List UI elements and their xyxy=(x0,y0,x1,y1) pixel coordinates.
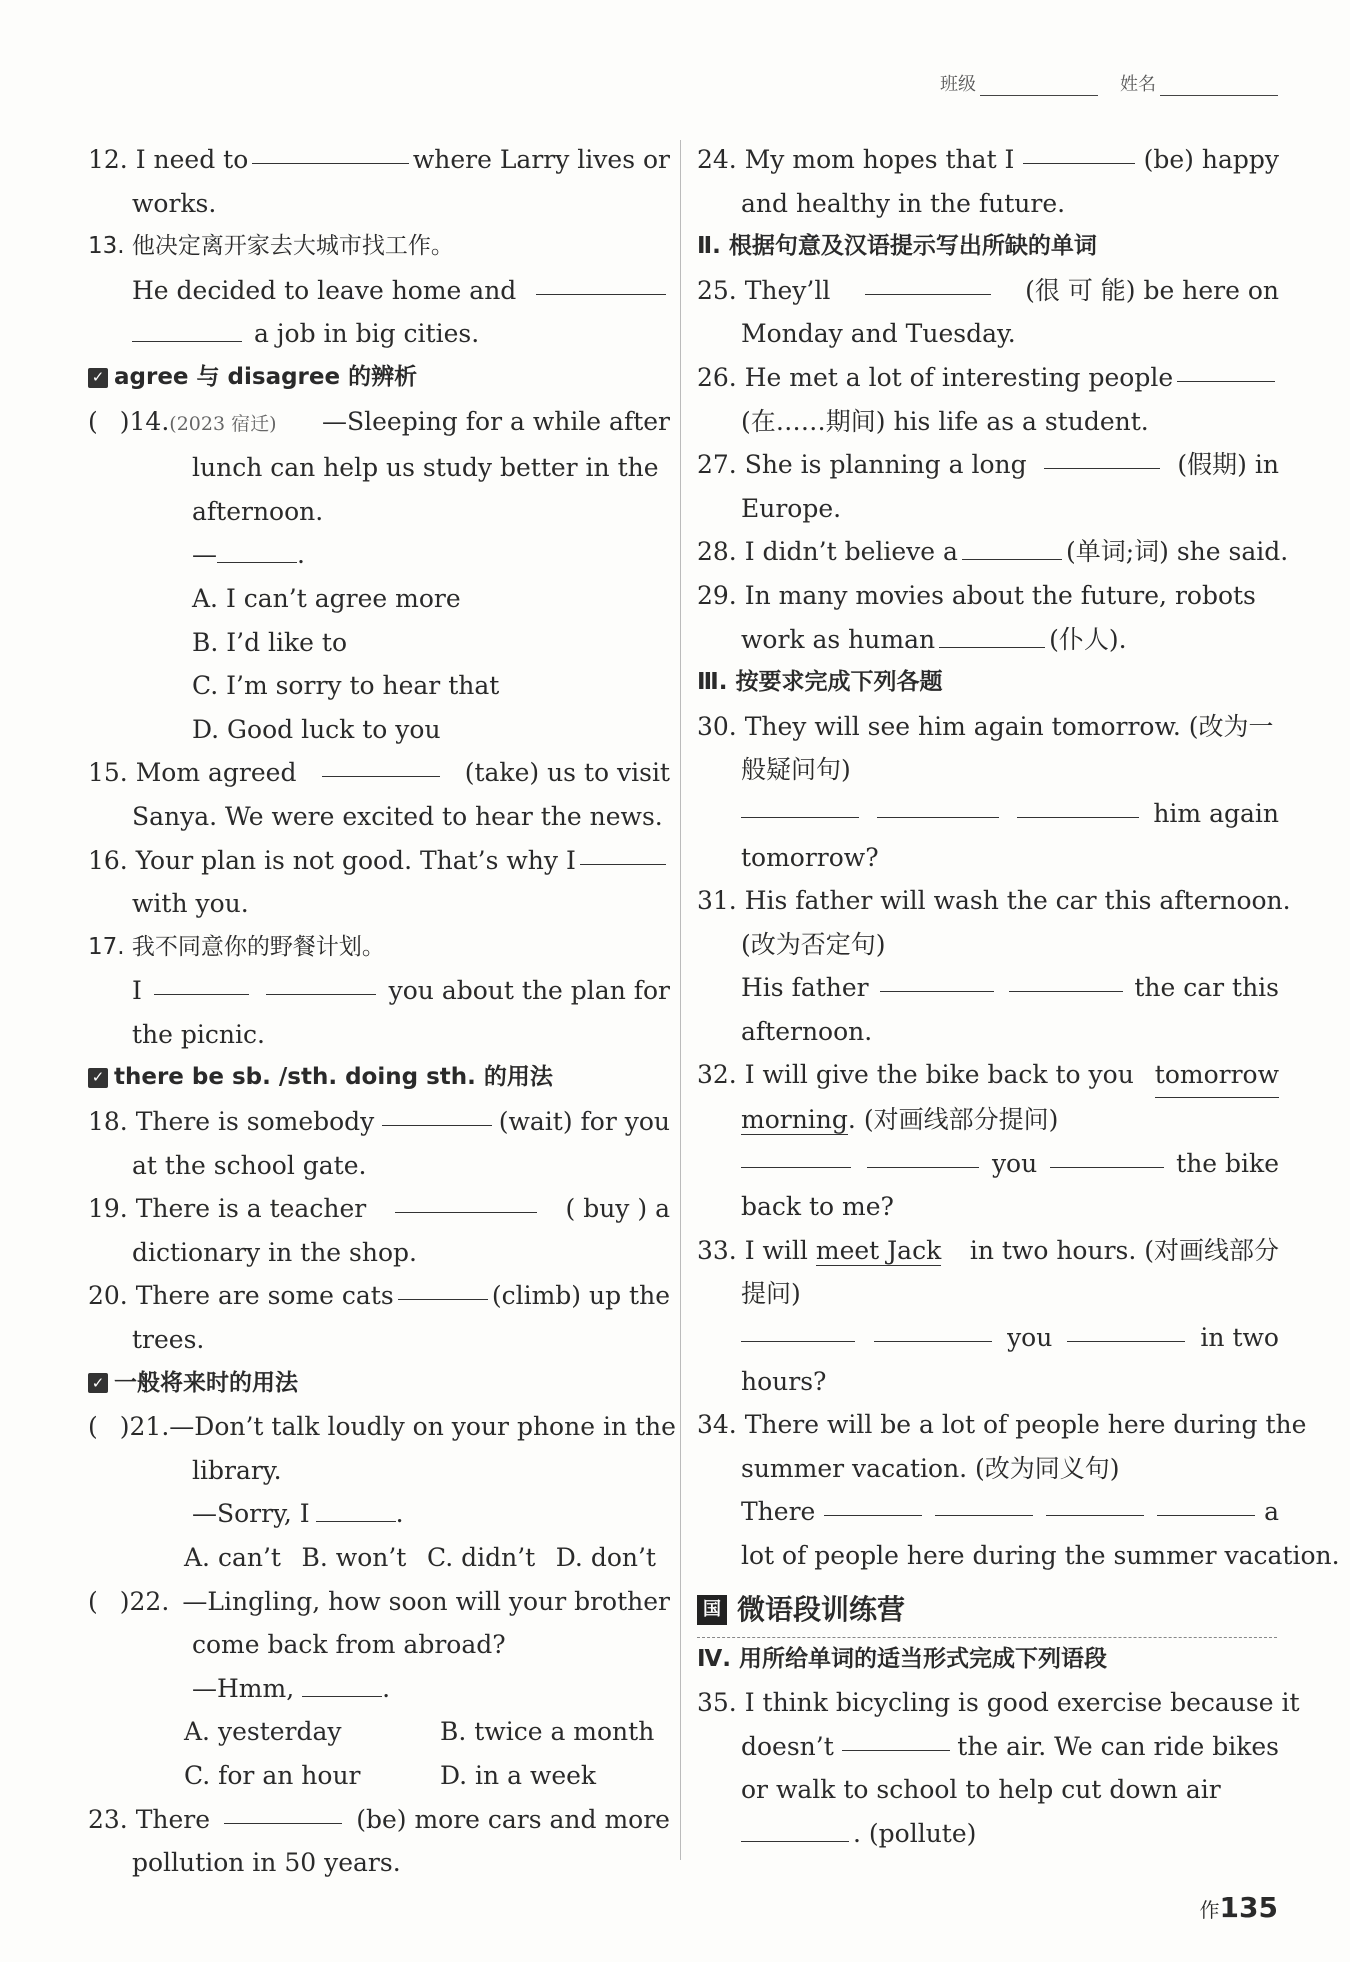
page-header xyxy=(940,70,1278,96)
section-future-tense: ✓ 一般将来时的用法 xyxy=(88,1362,670,1406)
q30-line4: tomorrow? xyxy=(741,842,879,872)
q32-underlined-2: morning xyxy=(741,1105,848,1135)
q13-line1: He decided to leave home and xyxy=(88,269,670,313)
q34-line4: lot of people here during the summer vacation. xyxy=(741,1541,1340,1570)
q16-line1: 16. Your plan is not good. That’s why I xyxy=(88,839,670,883)
q20-line2: trees. xyxy=(132,1325,205,1355)
q16-line2: with you. xyxy=(132,889,249,919)
section-3-title: Ⅲ. 按要求完成下列各题 xyxy=(697,669,943,696)
q34-blank-3[interactable] xyxy=(1046,1490,1144,1516)
q21-options xyxy=(88,1536,670,1580)
q14-line1: ( )14.(2023 宿迁) —Sleeping for a while after xyxy=(88,406,670,436)
footer-label: 作 xyxy=(1199,1898,1220,1922)
q33-line4: hours? xyxy=(741,1366,827,1396)
page-number: 135 xyxy=(1219,1891,1278,1924)
q31-blank-1[interactable] xyxy=(880,966,994,992)
q17-line1: I you about the plan for xyxy=(88,969,670,1013)
q22-line1: ( )22. —Lingling, how soon will your brother xyxy=(88,1586,670,1616)
q30-blank-1[interactable] xyxy=(741,792,859,818)
q26-line1: 26. He met a lot of interesting people xyxy=(697,356,1279,400)
q31-line2: (改为否定句) xyxy=(741,929,886,959)
q28-line1: 28. I didn’t believe a (单词;词) she said. xyxy=(697,530,1279,574)
q14-option-d[interactable]: D. Good luck to you xyxy=(192,714,441,744)
q12-blank[interactable] xyxy=(252,138,409,164)
q21-blank[interactable] xyxy=(316,1496,396,1522)
q12-line2: works. xyxy=(132,188,217,218)
q22-options-1 xyxy=(88,1710,670,1754)
q34-line1: 34. There will be a lot of people here during the xyxy=(697,1410,1307,1440)
q14-line3: afternoon. xyxy=(192,496,324,526)
q14-option-a[interactable]: A. I can’t agree more xyxy=(192,583,461,613)
q33-line3: you in two xyxy=(697,1316,1279,1360)
q28-blank[interactable] xyxy=(962,534,1062,560)
check-icon: ✓ xyxy=(88,368,108,388)
q32-blank-3[interactable] xyxy=(1050,1142,1164,1168)
q25-line2: Monday and Tuesday. xyxy=(741,319,1016,349)
q24-blank[interactable] xyxy=(1023,138,1135,164)
q14-blank[interactable] xyxy=(217,537,297,563)
q34-line2: summer vacation. (改为同义句) xyxy=(741,1453,1120,1483)
q13-blank-2[interactable] xyxy=(132,316,242,342)
q17-blank-1[interactable] xyxy=(154,969,249,995)
q22-blank[interactable] xyxy=(302,1671,382,1697)
q13-blank-1[interactable] xyxy=(536,269,666,295)
check-icon: ✓ xyxy=(88,1373,108,1393)
q26-blank[interactable] xyxy=(1177,356,1275,382)
q19-line1: 19. There is a teacher ( buy ) a xyxy=(88,1187,670,1231)
q22-option-d[interactable]: D. in a week xyxy=(440,1760,597,1790)
q30-blank-2[interactable] xyxy=(877,792,999,818)
q34-blank-1[interactable] xyxy=(824,1490,922,1516)
q30-blank-3[interactable] xyxy=(1017,792,1139,818)
q23-line1: 23. There (be) more cars and more xyxy=(88,1798,670,1842)
q15-line1: 15. Mom agreed (take) us to visit xyxy=(88,751,670,795)
q18-blank[interactable] xyxy=(382,1100,492,1126)
right-column xyxy=(697,138,1340,1856)
q12-line1: 12. I need to where Larry lives or xyxy=(88,138,670,182)
q13-line2: a job in big cities. xyxy=(88,312,670,356)
q35-line3: or walk to school to help cut down air xyxy=(741,1775,1221,1805)
q14-line2: lunch can help us study better in the xyxy=(192,453,659,483)
q35-line1: 35. I think bicycling is good exercise because it xyxy=(697,1688,1300,1718)
q19-line2: dictionary in the shop. xyxy=(132,1237,417,1267)
q33-underlined: meet Jack xyxy=(815,1235,942,1265)
q19-blank[interactable] xyxy=(395,1187,537,1213)
q29-line2: work as human (仆人). xyxy=(697,618,1279,662)
q23-blank[interactable] xyxy=(224,1798,342,1824)
q20-blank[interactable] xyxy=(398,1274,488,1300)
class-field[interactable]: 班级 xyxy=(940,70,1098,96)
q16-blank[interactable] xyxy=(580,839,666,865)
q33-blank-3[interactable] xyxy=(1067,1316,1185,1342)
q21-line3: —Sorry, I . xyxy=(88,1492,670,1536)
q15-line2: Sanya. We were excited to hear the news. xyxy=(132,801,663,831)
q35-line4: . (pollute) xyxy=(697,1812,1279,1856)
q23-line2: pollution in 50 years. xyxy=(132,1848,401,1878)
q33-line2: 提问) xyxy=(741,1279,801,1309)
q22-option-b[interactable]: B. twice a month xyxy=(440,1717,655,1747)
section-4-title: Ⅳ. 用所给单词的适当形式完成下列语段 xyxy=(697,1645,1108,1672)
q15-blank[interactable] xyxy=(322,751,440,777)
q32-line1: 32. I will give the bike back to you tomorrow xyxy=(697,1053,1279,1098)
page-footer xyxy=(1200,1891,1278,1924)
name-field[interactable]: 姓名 xyxy=(1120,70,1278,96)
q33-blank-2[interactable] xyxy=(874,1316,992,1342)
q18-line2: at the school gate. xyxy=(132,1150,367,1180)
q29-line1: 29. In many movies about the future, robots xyxy=(697,580,1256,610)
q17-line2: the picnic. xyxy=(132,1019,265,1049)
section-2-title: Ⅱ. 根据句意及汉语提示写出所缺的单词 xyxy=(697,233,1097,260)
column-divider xyxy=(680,140,681,1860)
q24-line2: and healthy in the future. xyxy=(741,188,1066,218)
q21-option-c[interactable]: C. didn’t xyxy=(426,1543,536,1572)
q22-option-a[interactable]: A. yesterday xyxy=(184,1717,342,1747)
q13-chinese: 13. 他决定离开家去大城市找工作。 xyxy=(88,233,454,260)
check-icon: ✓ xyxy=(88,1068,108,1088)
q34-line3: There a xyxy=(697,1490,1279,1534)
q17-chinese: 17. 我不同意你的野餐计划。 xyxy=(88,933,385,960)
q21-line1: ( )21. —Don’t talk loudly on your phone in the xyxy=(88,1412,676,1442)
q30-line3: him again xyxy=(697,792,1279,836)
q26-line2: (在……期间) his life as a student. xyxy=(741,406,1149,436)
micro-paragraph-banner: 国 微语段训练营 xyxy=(697,1584,1277,1638)
q22-line2: come back from abroad? xyxy=(192,1630,506,1660)
left-column xyxy=(88,138,676,1885)
q27-blank[interactable] xyxy=(1044,443,1160,469)
section-agree-disagree: ✓ agree 与 disagree 的辨析 xyxy=(88,356,670,400)
q31-line1: 31. His father will wash the car this afternoon. xyxy=(697,886,1291,916)
q35-blank-2[interactable] xyxy=(741,1816,849,1842)
q32-line2: morning. (对画线部分提问) xyxy=(741,1105,1059,1135)
q14-option-c[interactable]: C. I’m sorry to hear that xyxy=(192,671,500,701)
q32-line3: you the bike xyxy=(697,1142,1279,1186)
q32-blank-2[interactable] xyxy=(867,1142,979,1168)
q32-line4: back to me? xyxy=(741,1192,894,1222)
q27-line1: 27. She is planning a long (假期) in xyxy=(697,443,1279,487)
q20-line1: 20. There are some cats (climb) up the xyxy=(88,1274,670,1318)
q21-option-a[interactable]: A. can’t xyxy=(184,1543,281,1572)
q31-line3: His father the car this xyxy=(697,966,1279,1010)
q22-line3: —Hmm, . xyxy=(88,1667,670,1711)
q33-blank-1[interactable] xyxy=(741,1316,855,1342)
section-there-be: ✓ there be sb. /sth. doing sth. 的用法 xyxy=(88,1056,670,1100)
q22-option-c[interactable]: C. for an hour xyxy=(184,1760,361,1790)
q17-blank-2[interactable] xyxy=(266,969,376,995)
q31-blank-2[interactable] xyxy=(1009,966,1123,992)
q24-line1: 24. My mom hopes that I (be) happy xyxy=(697,138,1279,182)
q29-blank[interactable] xyxy=(939,622,1045,648)
q32-underlined-1: tomorrow xyxy=(1155,1053,1279,1098)
q14-option-b[interactable]: B. I’d like to xyxy=(192,627,348,657)
micro-icon: 国 xyxy=(697,1595,727,1625)
q34-blank-4[interactable] xyxy=(1157,1490,1255,1516)
q35-blank-1[interactable] xyxy=(842,1725,950,1751)
q34-blank-2[interactable] xyxy=(935,1490,1033,1516)
q22-options-2 xyxy=(88,1754,670,1798)
q32-blank-1[interactable] xyxy=(741,1142,851,1168)
q21-option-d[interactable]: D. don’t xyxy=(555,1543,656,1572)
q21-option-b[interactable]: B. won’t xyxy=(301,1543,407,1572)
q27-line2: Europe. xyxy=(741,493,842,523)
q30-line1: 30. They will see him again tomorrow. (改为一 xyxy=(697,711,1274,741)
q25-line1: 25. They’ll (很 可 能) be here on xyxy=(697,269,1279,313)
q35-line2: doesn’t the air. We can ride bikes xyxy=(697,1725,1279,1769)
q25-blank[interactable] xyxy=(865,269,991,295)
q18-line1: 18. There is somebody (wait) for you xyxy=(88,1100,670,1144)
q33-line1: 33. I will meet Jack in two hours. (对画线部分 xyxy=(697,1235,1279,1265)
q30-line2: 般疑问句) xyxy=(741,755,851,785)
q14-line4: — . xyxy=(88,533,670,577)
q31-line4: afternoon. xyxy=(741,1016,873,1046)
q21-line2: library. xyxy=(192,1455,282,1485)
